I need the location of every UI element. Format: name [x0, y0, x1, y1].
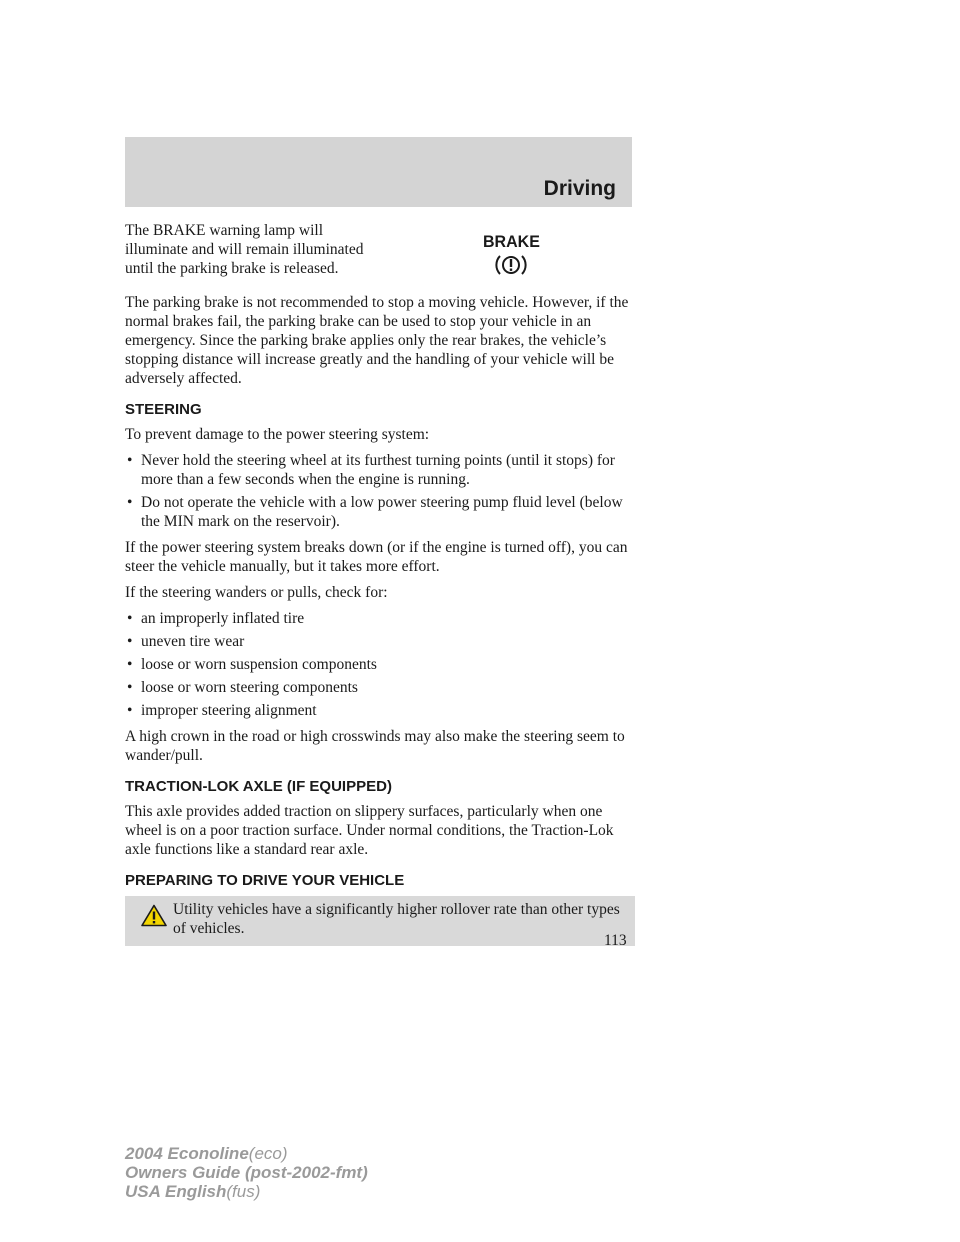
brake-lamp-intro	[125, 221, 635, 293]
traction-paragraph: This axle provides added traction on slippery surfaces, particularly when one wheel is on a poor traction surface. Under normal conditions, the Traction-Lok axle functions like a standard rear axle.	[125, 803, 614, 858]
list-item: • improper steering alignment	[127, 702, 317, 719]
steering-check-list	[125, 609, 635, 720]
list-item: • loose or worn steering components	[127, 679, 358, 696]
section-title: Driving	[543, 177, 616, 200]
traction-heading: TRACTION-LOK AXLE (IF EQUIPPED)	[125, 778, 392, 795]
page-content	[125, 221, 635, 946]
brake-warning-icon	[491, 253, 531, 277]
steering-wander-lead: If the steering wanders or pulls, check for:	[125, 584, 388, 601]
rollover-warning-box	[125, 896, 635, 946]
footer-line-2: Owners Guide (post-2002-fmt)	[125, 1163, 368, 1182]
bullet-glyph: •	[127, 494, 133, 511]
brake-lamp-label: BRAKE	[483, 233, 540, 252]
bullet-glyph: •	[127, 702, 133, 719]
preparing-heading: PREPARING TO DRIVE YOUR VEHICLE	[125, 872, 405, 889]
rollover-warning-text: Utility vehicles have a significantly higher rollover rate than other types of vehicles.	[173, 901, 620, 937]
footer-line-1: 2004 Econoline(eco)	[125, 1144, 288, 1163]
parking-brake-paragraph: The parking brake is not recommended to stop a moving vehicle. However, if the normal brakes fail, the parking brake can be used to stop your vehicle in an emergency. Since the parking brake applies only the rear brakes, the vehicle’s stopping distance will increase greatly and the handling of your vehicle will be adversely affected.	[125, 294, 629, 387]
bullet-glyph: •	[127, 633, 133, 650]
warning-triangle-icon	[141, 904, 167, 927]
document-footer	[125, 1144, 368, 1201]
steering-breakdown-paragraph: If the power steering system breaks down (or if the engine is turned off), you can steer the vehicle manually, but it takes more effort.	[125, 539, 628, 575]
footer-line-3: USA English(fus)	[125, 1182, 261, 1201]
brake-warning-lamp	[483, 234, 539, 277]
list-item: • Do not operate the vehicle with a low power steering pump fluid level (below the MIN mark on the reservoir).	[127, 494, 623, 530]
bullet-glyph: •	[127, 610, 133, 627]
brake-lamp-text: The BRAKE warning lamp will illuminate and will remain illuminated until the parking brake is released.	[125, 222, 364, 277]
list-item: • an improperly inflated tire	[127, 610, 305, 627]
bullet-glyph: •	[127, 452, 133, 469]
bullet-glyph: •	[127, 656, 133, 673]
steering-prevent-list	[125, 451, 635, 531]
list-item: • Never hold the steering wheel at its furthest turning points (until it stops) for more than a few seconds when the engine is running.	[127, 452, 615, 488]
bullet-glyph: •	[127, 679, 133, 696]
steering-lead: To prevent damage to the power steering system:	[125, 426, 430, 443]
steering-heading: STEERING	[125, 401, 202, 418]
page-number: 113	[604, 932, 627, 949]
steering-crown-paragraph: A high crown in the road or high crosswinds may also make the steering seem to wander/pull.	[125, 728, 625, 764]
list-item: • loose or worn suspension components	[127, 656, 377, 673]
list-item: • uneven tire wear	[127, 633, 245, 650]
section-header	[125, 137, 632, 207]
